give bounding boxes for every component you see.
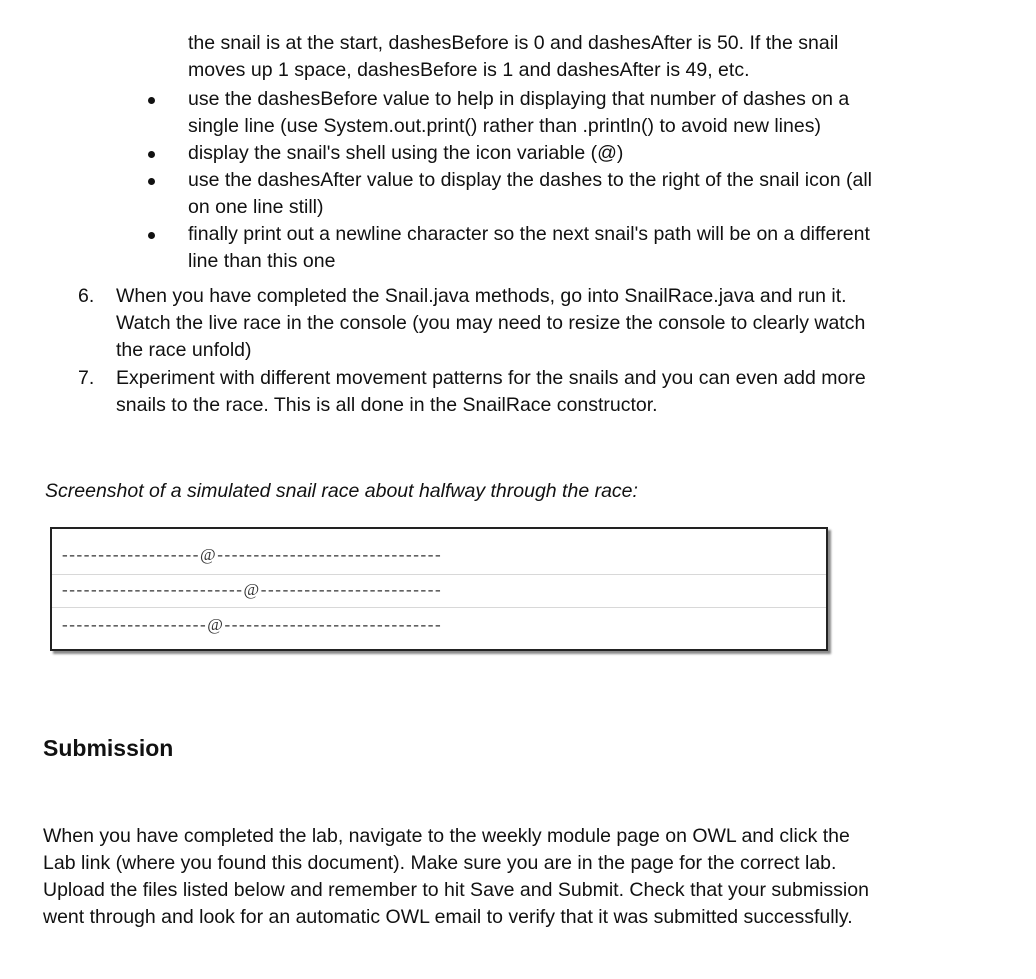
bullet-line: on one line still) [188,196,324,218]
bullet-line: display the snail's shell using the icon variable (@) [188,142,624,164]
bullet-item [148,86,1008,140]
lane-divider [52,607,826,608]
race-lane: -------------------------@------------------------- [62,580,443,599]
bullet-line: single line (use System.out.print() rather than .println() to avoid new lines) [188,115,821,137]
bullet-line: line than this one [188,250,336,272]
step-line: When you have completed the Snail.java methods, go into SnailRace.java and run it. [116,285,847,307]
bullet-dot-icon [148,232,155,239]
step-item [78,365,978,419]
step-line: Experiment with different movement patterns for the snails and you can even add more [116,367,866,389]
bullet-dot-icon [148,178,155,185]
paragraph-line: Upload the files listed below and remember to hit Save and Submit. Check that your submission [43,879,869,901]
bullet-item [148,221,1008,275]
step-item [78,283,978,364]
bullet-item [148,140,1008,167]
step-line: Watch the live race in the console (you may need to resize the console to clearly watch [116,312,866,334]
bullet-item [148,167,1008,221]
paragraph-line: Lab link (where you found this document). Make sure you are in the page for the correct lab. [43,852,837,874]
figure-caption: Screenshot of a simulated snail race about halfway through the race: [45,480,638,502]
race-lane: --------------------@------------------------------ [62,615,443,634]
bullet-line: finally print out a newline character so the next snail's path will be on a different [188,223,870,245]
submission-heading: Submission [43,735,174,761]
step-number: 7. [78,367,95,389]
bullet-dot-icon [148,151,155,158]
lane-divider [52,574,826,575]
submission-paragraph [43,823,993,931]
paragraph-line: went through and look for an automatic OWL email to verify that it was submitted successfully. [43,906,853,928]
bullet-dot-icon [148,97,155,104]
race-lane: -------------------@------------------------------- [62,545,443,564]
bullet-list [148,86,1008,275]
continuation-line-2: moves up 1 space, dashesBefore is 1 and dashesAfter is 49, etc. [188,59,750,81]
step-line: the race unfold) [116,339,252,361]
bullet-line: use the dashesBefore value to help in displaying that number of dashes on a [188,88,850,110]
bullet-line: use the dashesAfter value to display the dashes to the right of the snail icon (all [188,169,872,191]
step-number: 6. [78,285,95,307]
paragraph-line: When you have completed the lab, navigate to the weekly module page on OWL and click the [43,825,850,847]
step-line: snails to the race. This is all done in the SnailRace constructor. [116,394,658,416]
console-screenshot [50,527,828,651]
numbered-steps [78,283,978,420]
continuation-line-1: the snail is at the start, dashesBefore is 0 and dashesAfter is 50. If the snail [188,32,839,54]
